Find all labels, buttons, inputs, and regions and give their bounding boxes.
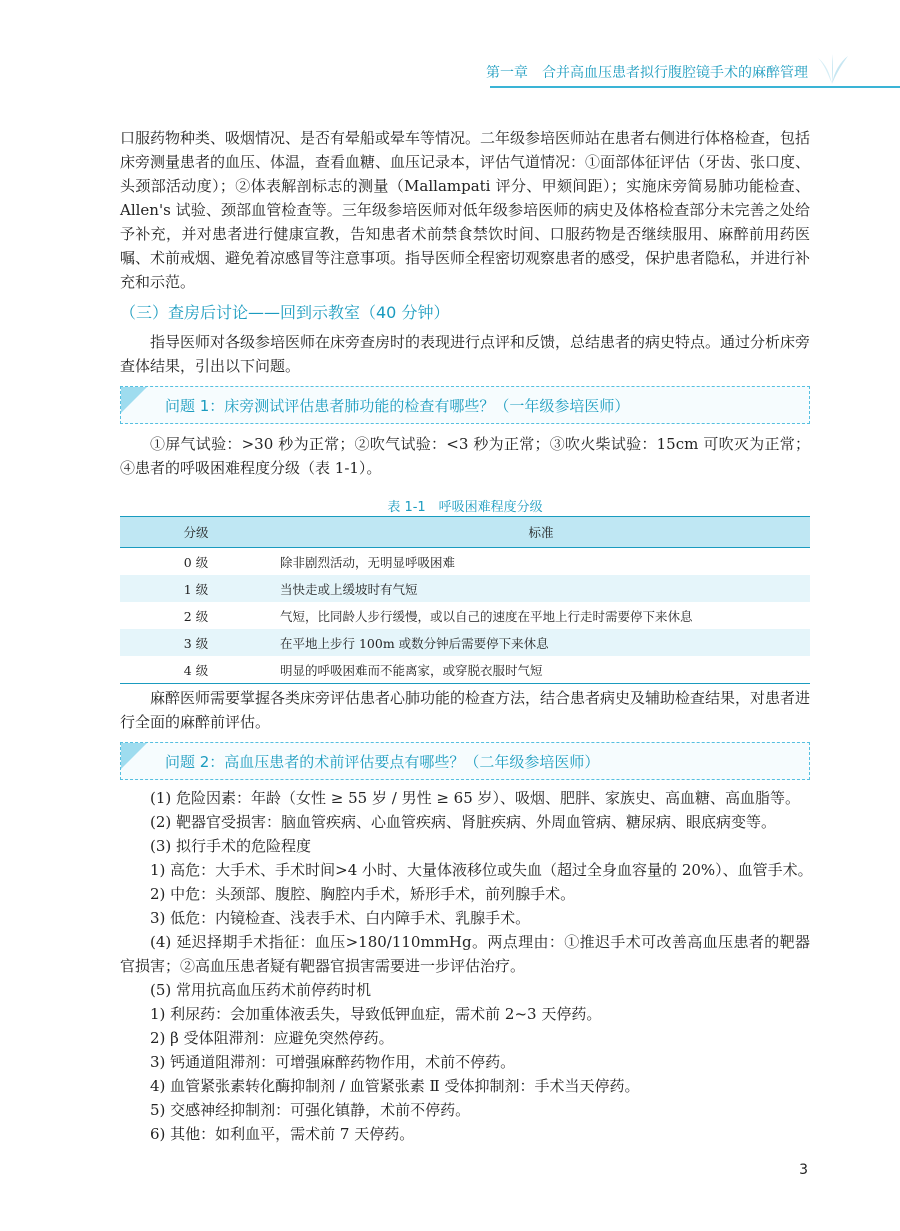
list-item: (2) 靶器官受损害：脑血管疾病、心血管疾病、肾脏疾病、外周血管病、糖尿病、眼底病变等。 [150, 813, 777, 831]
table-cell-grade: 4 级 [120, 656, 272, 684]
list-item: 1) 高危：大手术、手术时间>4 小时、大量体液移位或失血（超过全身血容量的 20%）、血管手术。 [150, 861, 813, 879]
list-item: (5) 常用抗高血压药术前停药时机 [150, 981, 372, 999]
question-1-title: 问题 1：床旁测试评估患者肺功能的检查有哪些？（一年级参培医师） [165, 397, 630, 415]
corner-triangle-icon [121, 743, 147, 769]
list-item: 6) 其他：如利血平，需术前 7 天停药。 [150, 1125, 415, 1143]
table-header-grade: 分级 [120, 517, 272, 548]
table-cell-criteria: 气短，比同龄人步行缓慢，或以自己的速度在平地上行走时需要停下来休息 [280, 608, 693, 624]
question-1-box [120, 386, 810, 424]
table-row [120, 629, 810, 656]
table-row [120, 656, 810, 684]
corner-triangle-icon [121, 387, 147, 413]
section-paragraph: 指导医师对各级参培医师在床旁查房时的表现进行点评和反馈，总结患者的病史特点。通过分析床旁查体结果，引出以下问题。 [120, 333, 811, 375]
list-item: 2) 中危：头颈部、腹腔、胸腔内手术，矫形手术，前列腺手术。 [150, 885, 576, 903]
intro-paragraph: 口服药物种类、吸烟情况、是否有晕船或晕车等情况。二年级参培医师站在患者右侧进行体格检查，包括床旁测量患者的血压、体温，查看血糖、血压记录本，评估气道情况：①面部体征评估（牙齿、张口度、头颈部活动度）；②体表解剖标志的测量（Mallampati 评分、甲颏间距）；实施床旁简易肺功能检查、Allen's 试验、颈部血管检查等。三年级参培医师对低年级参培医师的病史及体格检查部分未完善之处给予补充，并对患者进行健康宣教，告知患者术前禁食禁饮时间、口服药物是否继续服用、麻醉前用药医嘱、术前戒烟、避免着凉感冒等注意事项。指导医师全程密切观察患者的感受，保护患者隐私，并进行补充和示范。 [120, 129, 811, 291]
list-item: 5) 交感神经抑制剂：可强化镇静，术前不停药。 [150, 1101, 471, 1119]
page-number: 3 [799, 1162, 808, 1178]
list-item: 4) 血管紧张素转化酶抑制剂 / 血管紧张素 Ⅱ 受体抑制剂：手术当天停药。 [150, 1077, 640, 1095]
header-rule [490, 86, 900, 88]
list-item: (4) 延迟择期手术指征：血压>180/110mmHg。两点理由：①推迟手术可改善高血压患者的靶器官损害；②高血压患者疑有靶器官损害需要进一步评估治疗。 [120, 933, 810, 975]
table-cell-grade: 3 级 [120, 629, 272, 656]
table-cell-grade: 2 级 [183, 608, 209, 624]
leaf-ornament-icon [812, 54, 852, 86]
after-table-paragraph: 麻醉医师需要掌握各类床旁评估患者心肺功能的检查方法，结合患者病史及辅助检查结果，对患者进行全面的麻醉前评估。 [120, 689, 811, 731]
table-cell-criteria: 在平地上步行 100m 或数分钟后需要停下来休息 [272, 629, 810, 656]
list-item: (1) 危险因素：年龄（女性 ≥ 55 岁 / 男性 ≥ 65 岁）、吸烟、肥胖、家族史、高血糖、高血脂等。 [150, 789, 801, 807]
table-caption: 表 1-1 呼吸困难程度分级 [387, 500, 543, 515]
table-row [120, 575, 810, 602]
table-header-criteria: 标准 [272, 517, 810, 548]
question-2-box [120, 742, 810, 780]
list-item: 3) 低危：内镜检查、浅表手术、白内障手术、乳腺手术。 [150, 909, 531, 927]
table-row [120, 602, 810, 629]
running-header: 第一章 合并高血压患者拟行腹腔镜手术的麻醉管理 [486, 65, 808, 81]
list-item: (3) 拟行手术的危险程度 [150, 837, 312, 855]
table-cell-criteria: 当快走或上缓坡时有气短 [272, 575, 810, 602]
table-cell-grade: 0 级 [183, 554, 209, 570]
section-heading: （三）查房后讨论——回到示教室（40 分钟） [120, 303, 450, 322]
list-item: 1) 利尿药：会加重体液丢失，导致低钾血症，需术前 2~3 天停药。 [150, 1005, 602, 1023]
table-cell-criteria: 除非剧烈活动，无明显呼吸困难 [280, 554, 456, 570]
table-cell-criteria: 明显的呼吸困难而不能离家，或穿脱衣服时气短 [272, 656, 810, 684]
question-2-title: 问题 2：高血压患者的术前评估要点有哪些？（二年级参培医师） [165, 753, 600, 771]
list-item: 3) 钙通道阻滞剂：可增强麻醉药物作用，术前不停药。 [150, 1053, 516, 1071]
question-1-answer: ①屏气试验：>30 秒为正常；②吹气试验：<3 秒为正常；③吹火柴试验：15cm 可吹灭为正常；④患者的呼吸困难程度分级（表 1-1）。 [120, 435, 810, 477]
list-item: 2) β 受体阻滞剂：应避免突然停药。 [150, 1029, 394, 1047]
dyspnea-grade-table [120, 516, 810, 684]
table-cell-grade: 1 级 [120, 575, 272, 602]
table-row [120, 548, 810, 576]
